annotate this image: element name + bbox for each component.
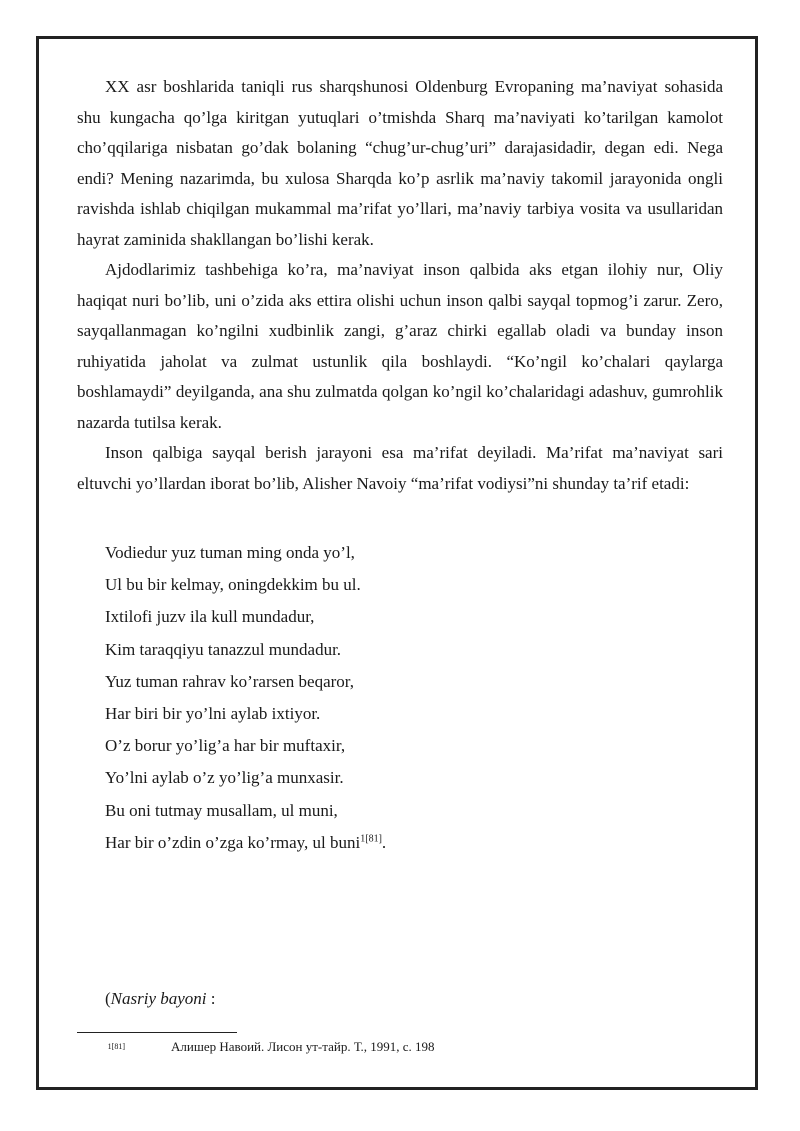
paragraph-2: Ajdodlarimiz tashbehiga ko’ra, ma’naviyat inson qalbida aks etgan ilohiy nur, Oliy haqiqat nuri bo’lib, uni o’zida aks ettira olishi uchun inson qalbi sayqal topmog’i zarur. Zero, sayqallanmagan ko’ngilni xudbinlik zangi, g’araz chirki egallab oladi va bunday inson ruhiyatida jaholat va zulmat ustunlik qila boshlaydi. “Ko’ngil ko’chalari qaylarga boshlamaydi” deyilganda, ana shu zulmatda qolgan ko’ngil ko’chalaridagi adashuv, gumrohlik nazarda tutilsa kerak. — [77, 260, 723, 432]
poem-line-end: . — [381, 832, 387, 852]
poem-line: Ixtilofi juzv ila kull mundadur, — [105, 607, 315, 627]
footnote-separator — [77, 1032, 237, 1033]
poem-line-text: Har bir o’zdin o’zga ko’rmay, ul buni — [105, 832, 361, 852]
footnote-mark: 1[81] — [107, 1042, 125, 1051]
poem-line: Vodiedur yuz tuman ming onda yo’l, — [105, 543, 355, 562]
poem-line: Kim taraqqiyu tanazzul mundadur. — [105, 639, 342, 659]
poem — [77, 537, 723, 859]
paragraph-1: XX asr boshlarida taniqli rus sharqshunosi Oldenburg Evropaning ma’naviyat sohasida shu kungacha qo’lga kiritgan yutuqlari o’tmishda Sharq ma’naviyati ko’tarilgan kamolot cho’qqilariga nisbatan go’dak bolaning “chug’ur-chug’uri” darajasidadir, degan edi. Nega endi? Mening nazarimda, bu xulosa Sharqda ko’p asrlik ma’naviy takomil jarayonida ongli ravishda ishlab chiqilgan mukammal ma’rifat yo’llari, ma’naviy tarbiya vosita va usullaridan hayrat zaminida shakllangan bo’lishi kerak. — [77, 77, 723, 249]
prose-label-open: ( — [105, 989, 111, 1008]
poem-line-last — [105, 827, 723, 859]
footnote-reference[interactable]: 1[81] — [360, 833, 382, 845]
poem-line: Ul bu bir kelmay, oningdekkim bu ul. — [105, 575, 361, 595]
prose-label — [105, 984, 216, 1014]
prose-label-italic: Nasriy bayoni — [110, 989, 207, 1008]
paragraph-3: Inson qalbiga sayqal berish jarayoni esa ma’rifat deyiladi. Ma’rifat ma’naviyat sari eltuvchi yo’llardan iborat bo’lib, Alisher Navoiy “ma’rifat vodiysi”ni shunday ta’rif etadi: — [77, 443, 723, 493]
poem-line: O’z borur yo’lig’a har bir muftaxir, — [105, 736, 346, 756]
footnote-text: Алишер Навоий. Лисон ут-тайр. Т., 1991, с. 198 — [171, 1039, 435, 1054]
poem-line: Bu oni tutmay musallam, ul muni, — [105, 800, 338, 820]
poem-line: Yuz tuman rahrav ko’rarsen beqaror, — [105, 671, 355, 691]
footnote — [77, 1038, 723, 1056]
prose-label-rest: : — [206, 989, 216, 1008]
main-text — [77, 72, 723, 859]
poem-line: Har biri bir yo’lni aylab ixtiyor. — [105, 704, 321, 724]
poem-line: Yo’lni aylab o’z yo’lig’a munxasir. — [105, 768, 344, 788]
